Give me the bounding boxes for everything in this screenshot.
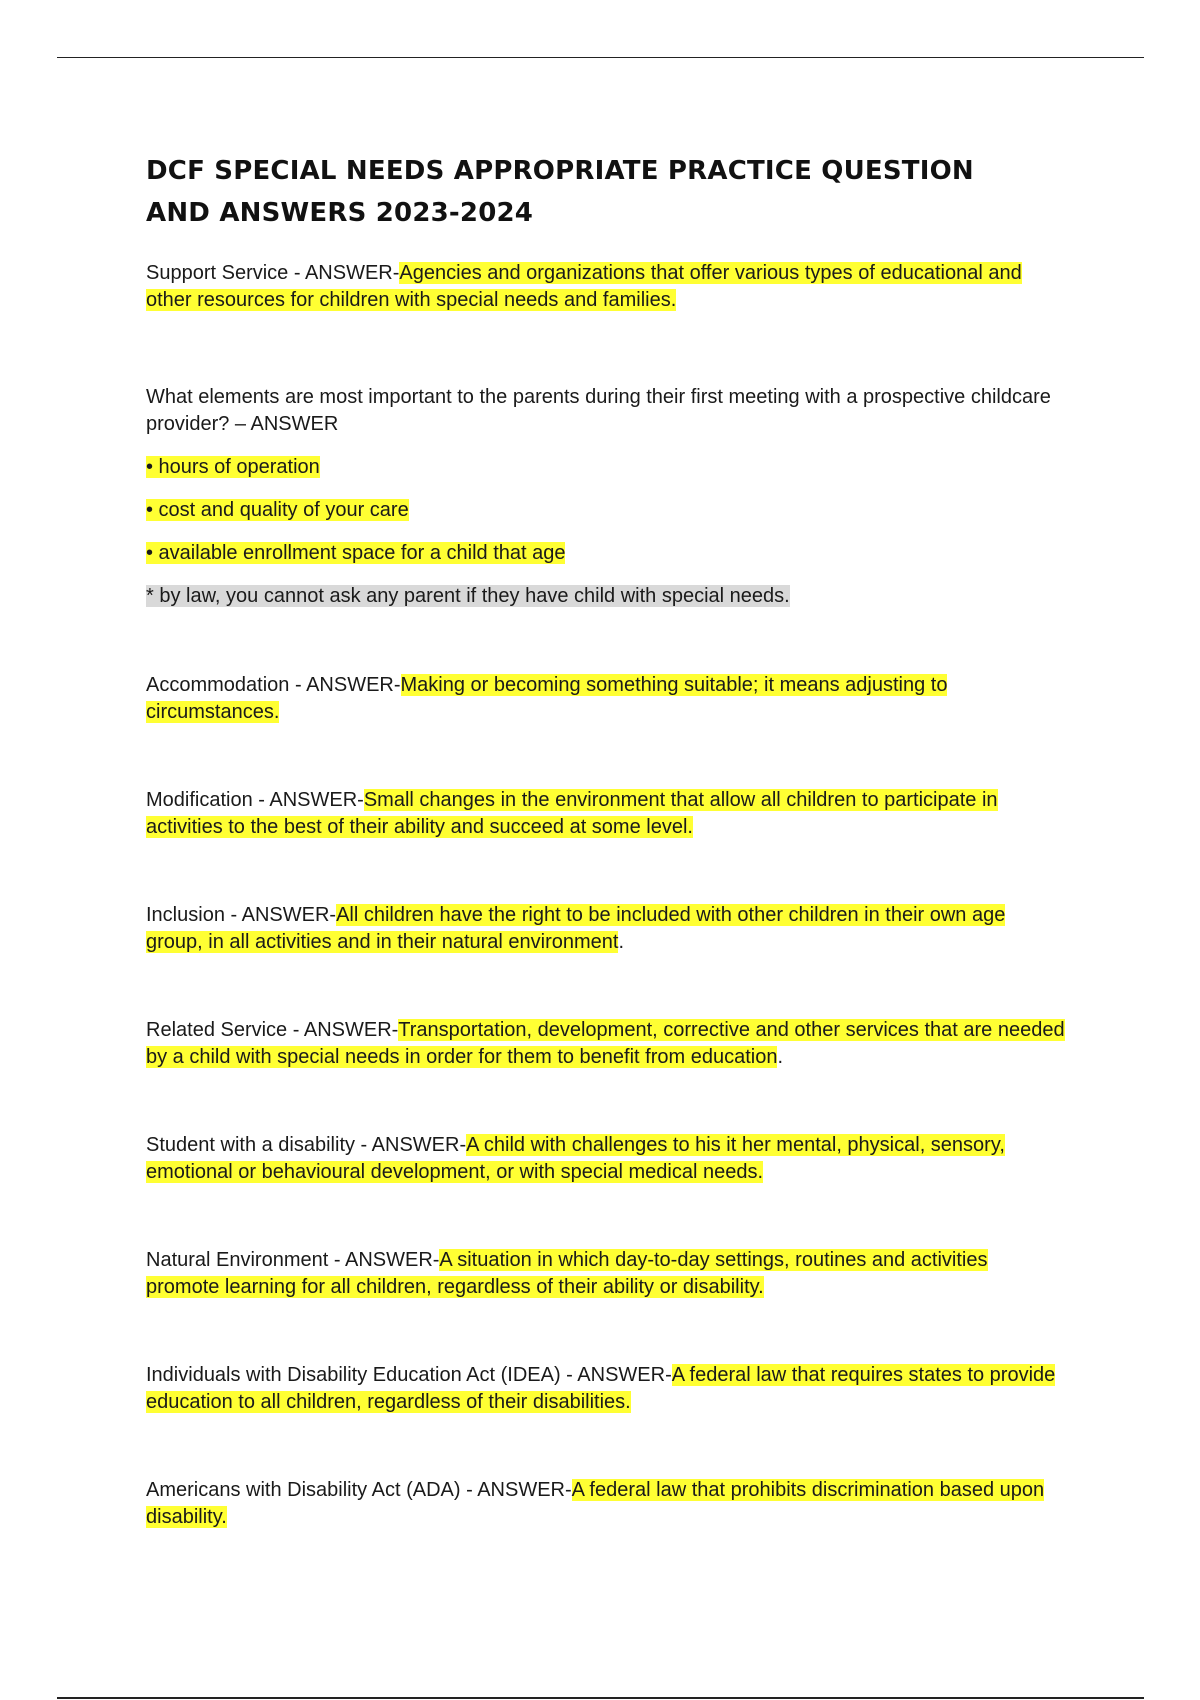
entry-term: Natural Environment - ANSWER- <box>146 1249 440 1271</box>
entry-support-service <box>146 260 1066 314</box>
entry-ada <box>146 1477 1066 1531</box>
question-block <box>146 384 1066 610</box>
document-body <box>146 140 1066 1531</box>
question-text: What elements are most important to the parents during their first meeting with a prospective childcare provider? – ANSWER <box>146 386 1051 435</box>
entry-answer: Agencies and organizations that offer various types of educational and other resources for children with special needs and families. <box>146 262 1022 311</box>
entry-tail: . <box>618 931 625 953</box>
entry-answer: Making or becoming something suitable; it means adjusting to circumstances. <box>146 674 948 723</box>
entry-modification <box>146 787 1066 841</box>
entry-answer: A situation in which day-to-day settings, routines and activities promote learning for all children, regardless of their ability or disability. <box>146 1249 988 1298</box>
entry-answer: Small changes in the environment that allow all children to participate in activities to the best of their ability and succeed at some level. <box>146 789 998 838</box>
answer-bullet: • hours of operation <box>146 456 320 478</box>
entry-term: Modification - ANSWER- <box>146 789 364 811</box>
bottom-rule <box>57 1697 1144 1699</box>
entry-tail: . <box>777 1046 784 1068</box>
answer-bullet: • available enrollment space for a child that age <box>146 542 566 564</box>
entry-term: Individuals with Disability Education Act (IDEA) - ANSWER- <box>146 1364 672 1386</box>
top-rule <box>57 57 1144 58</box>
document-title <box>146 150 1066 234</box>
law-note: * by law, you cannot ask any parent if they have child with special needs. <box>146 585 790 607</box>
entry-answer: A federal law that requires states to provide education to all children, regardless of their disabilities. <box>146 1364 1056 1413</box>
title-line-1: DCF SPECIAL NEEDS APPROPRIATE PRACTICE QUESTION <box>146 156 974 186</box>
entry-term: Student with a disability - ANSWER- <box>146 1134 467 1156</box>
answer-bullet: • cost and quality of your care <box>146 499 409 521</box>
entry-answer: A child with challenges to his it her mental, physical, sensory, emotional or behavioural development, or with special medical needs. <box>146 1134 1005 1183</box>
entry-term: Accommodation - ANSWER- <box>146 674 401 696</box>
title-line-2: AND ANSWERS 2023-2024 <box>146 198 534 228</box>
entry-answer: A federal law that prohibits discrimination based upon disability. <box>146 1479 1045 1528</box>
entry-idea <box>146 1362 1066 1416</box>
entry-term: Related Service - ANSWER- <box>146 1019 399 1041</box>
entry-accommodation <box>146 672 1066 726</box>
entry-inclusion <box>146 902 1066 956</box>
entry-term: Americans with Disability Act (ADA) - ANSWER- <box>146 1479 572 1501</box>
entry-term: Support Service - ANSWER- <box>146 262 400 284</box>
entry-answer: All children have the right to be included with other children in their own age group, in all activities and in their natural environment <box>146 904 1006 953</box>
entry-answer: Transportation, development, corrective and other services that are needed by a child with special needs in order for them to benefit from education <box>146 1019 1065 1068</box>
entry-related-service <box>146 1017 1066 1071</box>
entry-term: Inclusion - ANSWER- <box>146 904 337 926</box>
entry-student-with-disability <box>146 1132 1066 1186</box>
entry-natural-environment <box>146 1247 1066 1301</box>
